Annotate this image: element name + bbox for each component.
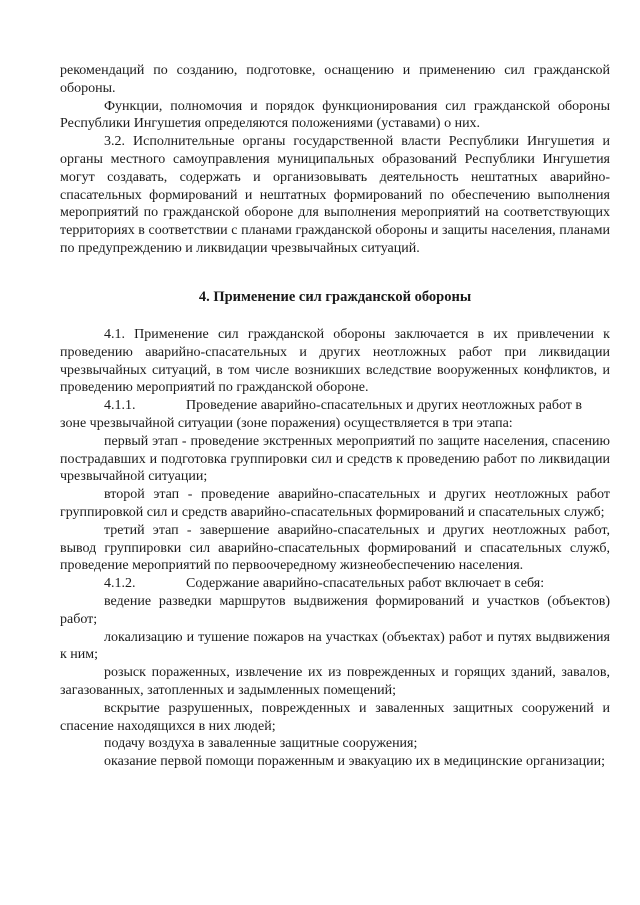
clause-4-1-1-continuation: зоне чрезвычайной ситуации (зоне поражения) осуществляется в три этапа: <box>60 415 513 431</box>
paragraph-functions: Функции, полномочия и порядок функционирования сил гражданской обороны Республики Ингушетия определяются положениями (уставами) о них. <box>60 98 610 132</box>
list-item: ведение разведки маршрутов выдвижения формирований и участков (объектов) работ; <box>60 593 610 627</box>
paragraph-4-1-1-first-line <box>60 397 610 415</box>
clause-4-1-2-text: Содержание аварийно-спасательных работ включает в себя: <box>186 576 545 592</box>
stage-one: первый этап - проведение экстренных мероприятий по защите населения, спасению пострадавших и подготовка группировки сил и средств к проведению работ по ликвидации чрезвычайной ситуации; <box>60 433 610 485</box>
clause-number-4-1-2: 4.1.2. <box>104 576 136 592</box>
list-item: розыск пораженных, извлечение их из поврежденных и горящих зданий, завалов, загазованных, затопленных и задымленных помещений; <box>60 665 610 698</box>
section-heading: 4. Применение сил гражданской обороны <box>198 289 472 305</box>
stage-three: третий этап - завершение аварийно-спасательных и других неотложных работ, вывод группировки сил аварийно-спасательных формирований и спасательных служб, проведение мероприятий по первоочередному жизнеобеспечению населения. <box>60 522 610 574</box>
list-item: локализацию и тушение пожаров на участках (объектах) работ и путях выдвижения к ним; <box>60 629 610 663</box>
top-text-block <box>60 62 610 258</box>
paragraph-recommendations: рекомендаций по созданию, подготовке, оснащению и применению сил гражданской обороны. <box>60 63 610 96</box>
stage-two: второй этап - проведение аварийно-спасательных и других неотложных работ группировкой сил и средств аварийно-спасательных формирований и спасательных служб; <box>60 487 610 520</box>
clause-4-1-1-text: Проведение аварийно-спасательных и других неотложных работ в <box>186 398 582 414</box>
list-item: вскрытие разрушенных, поврежденных и заваленных защитных сооружений и спасение находящихся в них людей; <box>60 700 610 734</box>
list-item: оказание первой помощи пораженным и эвакуацию их в медицинские организации; <box>104 754 606 770</box>
section-text-block <box>60 326 610 771</box>
clause-number-4-1-1: 4.1.1. <box>104 398 136 414</box>
paragraph-3-2: 3.2. Исполнительные органы государственной власти Республики Ингушетия и органы местного самоуправления муниципальных образований Республики Ингушетия могут создавать, содержать и организовывать деятельность нештатных аварийно-спасательных формирований и нештатных формирований по обеспечению выполнения мероприятий по гражданской обороне для выполнения мероприятий на соответствующих территориях в соответствии с планами гражданской обороны и защиты населения, планами по предупреждению и ликвидации чрезвычайных ситуаций. <box>60 134 610 256</box>
paragraph-4-1: 4.1. Применение сил гражданской обороны заключается в их привлечении к проведению аварийно-спасательных и других неотложных работ при ликвидации чрезвычайных ситуаций, в том числе возникших вследствие вооруженных конфликтов, и проведению мероприятий по гражданской обороне. <box>60 327 610 396</box>
paragraph-4-1-2 <box>60 575 610 593</box>
list-item: подачу воздуха в заваленные защитные сооружения; <box>104 736 418 752</box>
